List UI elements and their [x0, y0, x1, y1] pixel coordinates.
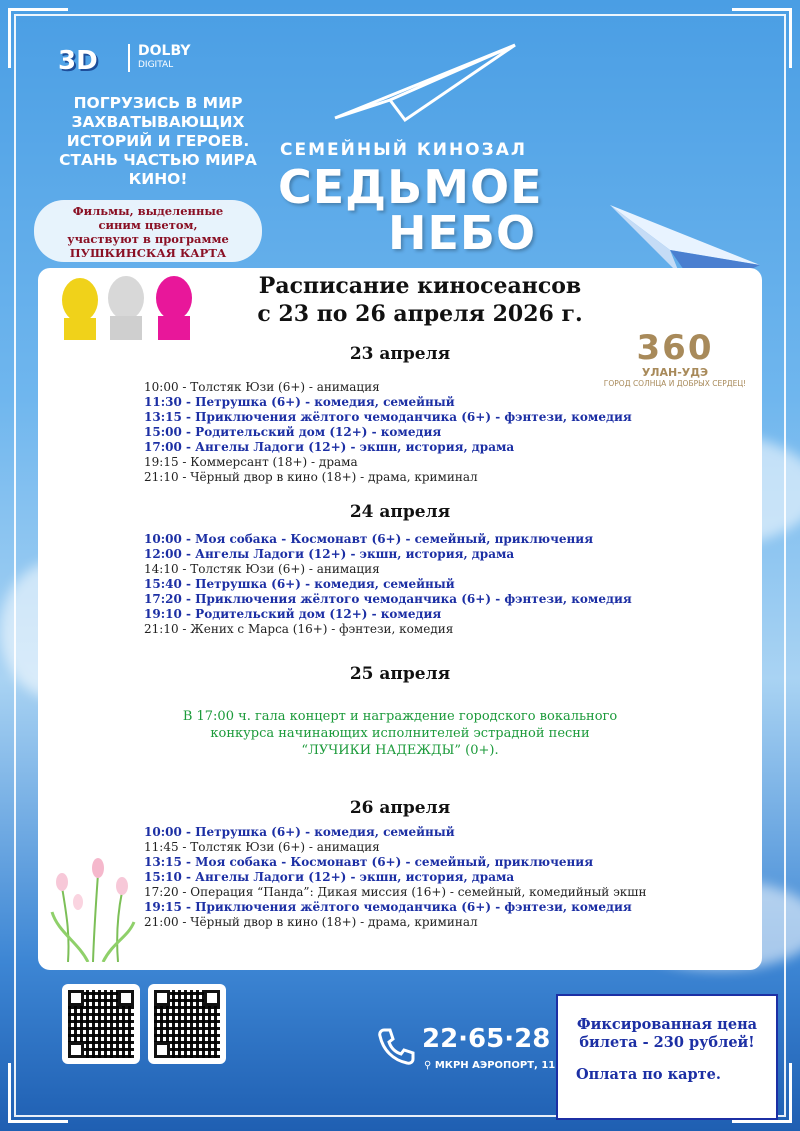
session-row: 15:40 - Петрушка (6+) - комедия, семейный — [144, 577, 455, 591]
pushkin-note-line: синим цветом, — [98, 218, 198, 232]
day-sessions — [144, 380, 664, 485]
session-row: 10:00 - Моя собака - Космонавт (6+) - семейный, приключения — [144, 532, 594, 546]
3d-badge: 3D — [58, 46, 98, 76]
brand-subtitle: СЕМЕЙНЫЙ КИНОЗАЛ — [280, 140, 527, 160]
event-announcement — [120, 708, 680, 759]
logo-motto: ГОРОД СОЛНЦА И ДОБРЫХ СЕРДЕЦ! — [603, 379, 747, 388]
day-sessions — [144, 532, 664, 637]
session-row: 10:00 - Петрушка (6+) - комедия, семейный — [144, 825, 455, 839]
event-line: “ЛУЧИКИ НАДЕЖДЫ” (0+). — [301, 743, 499, 758]
paper-plane-outline-icon — [330, 40, 520, 130]
session-row: 15:00 - Родительский дом (12+) - комедия — [144, 425, 442, 439]
event-line: конкурса начинающих исполнителей эстрадной песни — [210, 726, 590, 741]
session-row: 14:10 - Толстяк Юзи (6+) - анимация — [144, 562, 380, 576]
ornament-corner — [8, 1063, 68, 1123]
schedule-title — [200, 272, 640, 328]
schedule-title-line1: Расписание киносеансов — [258, 273, 582, 299]
session-row: 13:15 - Моя собака - Космонавт (6+) - семейный, приключения — [144, 855, 594, 869]
day-heading: 25 апреля — [349, 664, 451, 684]
phone-icon — [374, 1024, 418, 1068]
day-heading: 24 апреля — [349, 502, 451, 522]
location-pin-icon: ⚲ — [424, 1060, 435, 1071]
session-row: 15:10 - Ангелы Ладоги (12+) - экшн, история, драма — [144, 870, 515, 884]
price-box — [556, 994, 778, 1120]
session-row: 19:15 - Приключения жёлтого чемоданчика (6+) - фэнтези, комедия — [144, 900, 632, 914]
price-line: билета - 230 рублей! — [579, 1034, 755, 1051]
payment-note: Оплата по карте. — [576, 1066, 721, 1083]
brand-title-line1: СЕДЬМОЕ — [278, 160, 543, 214]
qr-code[interactable] — [148, 984, 226, 1064]
session-row: 21:10 - Чёрный двор в кино (18+) - драма, криминал — [144, 470, 478, 484]
session-row: 17:20 - Приключения жёлтого чемоданчика (6+) - фэнтези, комедия — [144, 592, 632, 606]
day-sessions — [144, 825, 664, 930]
session-row: 21:00 - Чёрный двор в кино (18+) - драма, криминал — [144, 915, 478, 929]
session-row: 12:00 - Ангелы Ладоги (12+) - экшн, история, драма — [144, 547, 515, 561]
dolby-logo — [128, 44, 191, 72]
schedule-title-line2: с 23 по 26 апреля 2026 г. — [257, 301, 583, 327]
address-text: МКРН АЭРОПОРТ, 11 — [434, 1060, 556, 1071]
day-heading: 26 апреля — [349, 798, 451, 818]
price-line: Фиксированная цена — [576, 1016, 758, 1033]
session-row: 11:30 - Петрушка (6+) - комедия, семейный — [144, 395, 455, 409]
dolby-sub-label: DIGITAL — [138, 60, 174, 70]
session-row: 21:10 - Жених с Марса (16+) - фэнтези, комедия — [144, 622, 454, 636]
dolby-label: DOLBY — [138, 43, 191, 59]
qr-pattern — [68, 990, 134, 1058]
phone-number[interactable]: 22·65·28 — [422, 1024, 551, 1054]
day-heading: 23 апреля — [349, 344, 451, 364]
pushkin-note-line: Фильмы, выделенные — [72, 204, 224, 218]
pushkin-card-note — [34, 200, 262, 262]
qr-code[interactable] — [62, 984, 140, 1064]
tulips-decoration — [48, 852, 138, 962]
pushkin-note-line: участвуют в программе — [67, 232, 229, 246]
session-row: 17:20 - Операция “Панда”: Дикая миссия (16+) - семейный, комедийный экшн — [144, 885, 647, 899]
pushkin-note-line: ПУШКИНСКАЯ КАРТА — [69, 246, 227, 260]
logo-city: УЛАН-УДЭ — [641, 366, 709, 379]
session-row: 19:15 - Коммерсант (18+) - драма — [144, 455, 358, 469]
slogan: ПОГРУЗИСЬ В МИР ЗАХВАТЫВАЮЩИХ ИСТОРИЙ И ГЕРОЕВ. СТАНЬ ЧАСТЬЮ МИРА КИНО! — [59, 94, 257, 188]
session-row: 19:10 - Родительский дом (12+) - комедия — [144, 607, 442, 621]
session-row: 10:00 - Толстяк Юзи (6+) - анимация — [144, 380, 380, 394]
session-row: 13:15 - Приключения жёлтого чемоданчика (6+) - фэнтези, комедия — [144, 410, 632, 424]
session-row: 17:00 - Ангелы Ладоги (12+) - экшн, история, драма — [144, 440, 515, 454]
pushkin-busts-image — [54, 272, 204, 340]
qr-pattern — [154, 990, 220, 1058]
ornament-corner — [732, 8, 792, 68]
brand-title-line2: НЕБО — [388, 206, 537, 260]
address — [424, 1060, 555, 1071]
session-row: 11:45 - Толстяк Юзи (6+) - анимация — [144, 840, 380, 854]
event-line: В 17:00 ч. гала концерт и награждение городского вокального — [182, 709, 618, 724]
logo-360-number: 360 — [636, 328, 714, 368]
